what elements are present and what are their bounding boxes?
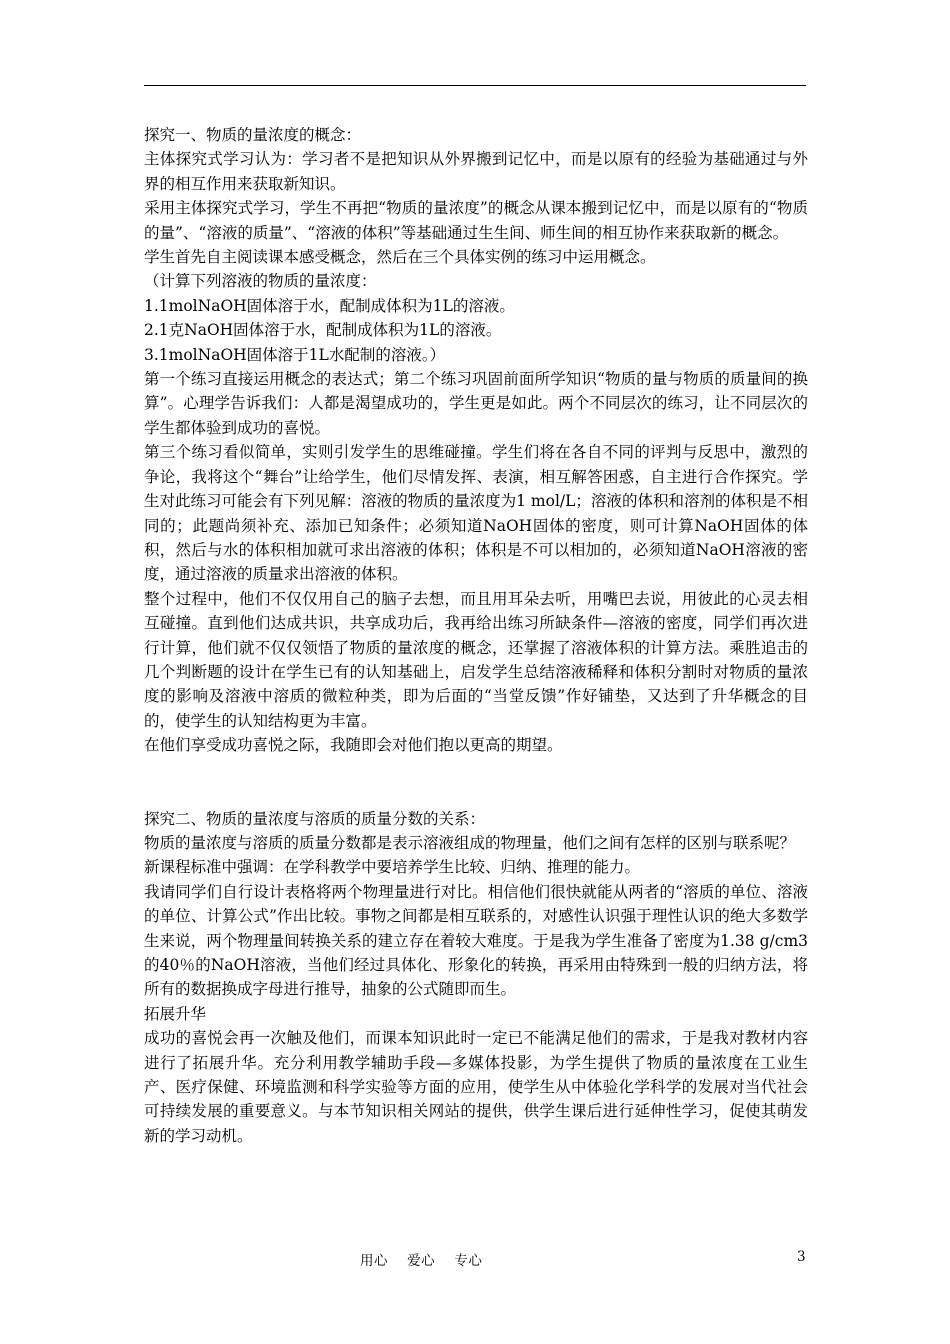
paragraph: 整个过程中，他们不仅仅用自己的脑子去想，而且用耳朵去听，用嘴巴去说，用彼此的心灵去相互碰撞。直到他们达成共识，共享成功后，我再给出练习所缺条件—溶液的密度，同学们再次进行计算，他们就不仅仅领悟了物质的量浓度的概念，还掌握了溶液体积的计算方法。乘胜追击的几个判断题的设计在学生已有的认知基础上，启发学生总结溶液稀释和体积分割时对物质的量浓度的影响及溶液中溶质的微粒种类，即为后面的“当堂反馈”作好铺垫，又达到了升华概念的目的，使学生的认知结构更为丰富。 <box>144 589 808 730</box>
paragraph: 第三个练习看似简单，实则引发学生的思维碰撞。学生们将在各自不同的评判与反思中，激烈的争论，我将这个“舞台”让给学生，他们尽情发挥、表演，相互解答困惑，自主进行合作探究。学生对此练习可能会有下列见解：溶液的物质的量浓度为1 mol/L；溶液的体积和溶剂的体积是不相同的；此题尚须补充、添加已知条件；必须知道NaOH固体的密度，则可计算NaOH固体的体积，然后与水的体积相加就可求出溶液的体积；体积是不可以相加的，必须知道NaOH溶液的密度，通过溶液的质量求出溶液的体积。 <box>144 443 808 584</box>
paragraph: 我请同学们自行设计表格将两个物理量进行对比。相信他们很快就能从两者的“溶质的单位、溶液的单位、计算公式”作出比较。事物之间都是相互联系的，对感性认识强于理性认识的绝大多数学生来说，两个物理量间转换关系的建立存在着较大难度。于是我为学生准备了密度为1.38 g/cm3的40％的NaOH溶液，当他们经过具体化、形象化的转换，再采用由特殊到一般的归纳方法，将所有的数据换成字母进行推导，抽象的公式随即而生。 <box>144 882 808 999</box>
paragraph: 采用主体探究式学习，学生不再把“物质的量浓度”的概念从课本搬到记忆中，而是以原有的“物质的量”、“溶液的质量”、“溶液的体积”等基础通过生生间、师生间的相互协作来获取新的概念。 <box>144 199 808 242</box>
paragraph: 主体探究式学习认为：学习者不是把知识从外界搬到记忆中，而是以原有的经验为基础通过与外界的相互作用来获取新知识。 <box>144 150 808 193</box>
exercise-item-1: 1.1molNaOH固体溶于水，配制成体积为1L的溶液。 <box>144 296 515 315</box>
header-rule <box>144 85 806 86</box>
paragraph: 第一个练习直接运用概念的表达式；第二个练习巩固前面所学知识“物质的量与物质的质量间的换算”。心理学告诉我们：人都是渴望成功的，学生更是如此。两个不同层次的练习，让不同层次的学生都体验到成功的喜悦。 <box>144 370 808 437</box>
section-1-heading: 探究一、物质的量浓度的概念： <box>144 126 362 144</box>
paragraph: 在他们享受成功喜悦之际，我随即会对他们抱以更高的期望。 <box>144 736 563 755</box>
footer-motto: 用心 爱心 专心 <box>360 1253 483 1269</box>
exercise-item-3: 3.1molNaOH固体溶于1L水配制的溶液。） <box>144 345 446 364</box>
paragraph: 学生首先自主阅读课本感受概念，然后在三个具体实例的练习中运用概念。 <box>144 248 656 267</box>
paragraph: 新课程标准中强调：在学科教学中要培养学生比较、归纳、推理的能力。 <box>144 858 641 877</box>
paragraph: 成功的喜悦会再一次触及他们，而课本知识此时一定已不能满足他们的需求，于是我对教材内容进行了拓展升华。充分利用教学辅助手段—多媒体投影，为学生提供了物质的量浓度在工业生产、医疗保健、环境监测和科学实验等方面的应用，使学生从中体验化学科学的发展对当代社会可持续发展的重要意义。与本节知识相关网站的提供，供学生课后进行延伸性学习，促使其萌发新的学习动机。 <box>144 1029 808 1145</box>
exercise-intro: （计算下列溶液的物质的量浓度： <box>144 272 377 291</box>
section-2-heading: 探究二、物质的量浓度与溶质的质量分数的关系： <box>144 809 486 828</box>
section-gap <box>144 758 808 807</box>
document-body <box>144 123 808 1148</box>
paragraph: 物质的量浓度与溶质的质量分数都是表示溶液组成的物理量，他们之间有怎样的区别与联系呢？ <box>144 833 796 852</box>
page-number: 3 <box>797 1249 806 1265</box>
section-3-heading: 拓展升华 <box>144 1004 207 1023</box>
exercise-item-2: 2.1克NaOH固体溶于水，配制成体积为1L的溶液。 <box>144 321 502 340</box>
